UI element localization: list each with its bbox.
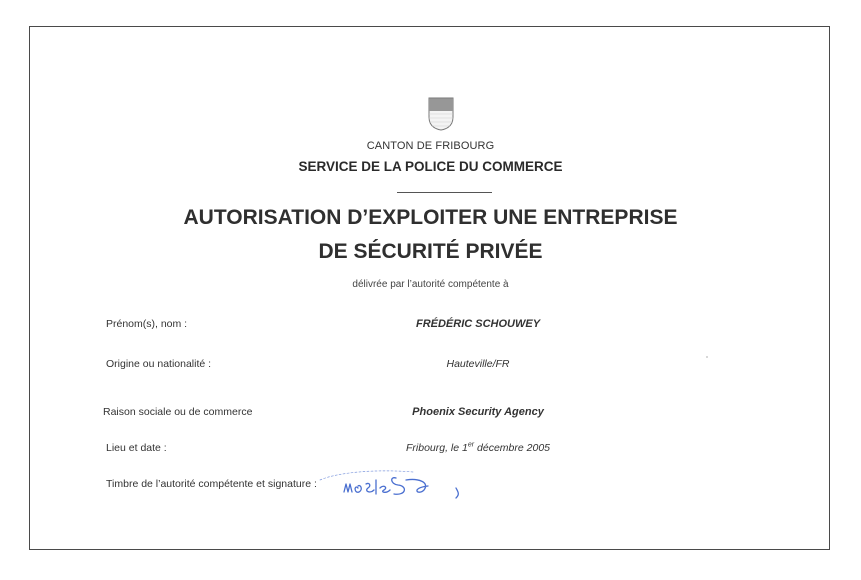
handwritten-signature	[318, 466, 473, 506]
document-title-line-1: AUTORISATION D’EXPLOITER UNE ENTREPRISE	[183, 206, 678, 229]
canton-heading: CANTON DE FRIBOURG	[366, 140, 495, 152]
delivered-by-text: délivrée par l’autorité compétente à	[352, 279, 509, 290]
company-value: Phoenix Security Agency	[412, 406, 544, 418]
place-date-label: Lieu et date :	[106, 442, 167, 454]
service-heading: SERVICE DE LA POLICE DU COMMERCE	[298, 159, 563, 174]
place-date-prefix: Fribourg, le 1	[406, 442, 468, 454]
company-label: Raison sociale ou de commerce	[103, 406, 253, 418]
place-date-ordinal: er	[467, 441, 475, 449]
scan-speck	[706, 356, 708, 358]
divider	[397, 192, 492, 193]
origin-label: Origine ou nationalité :	[106, 358, 212, 370]
name-value: FRÉDÉRIC SCHOUWEY	[415, 318, 541, 330]
origin-value: Hauteville/FR	[446, 358, 510, 370]
coat-of-arms-icon	[428, 97, 454, 131]
document-title-line-2: DE SÉCURITÉ PRIVÉE	[318, 240, 543, 263]
name-label: Prénom(s), nom :	[106, 318, 188, 330]
place-date-value	[358, 442, 598, 454]
place-date-suffix: décembre 2005	[474, 442, 550, 454]
stamp-signature-label: Timbre de l’autorité compétente et signature :	[106, 478, 317, 490]
